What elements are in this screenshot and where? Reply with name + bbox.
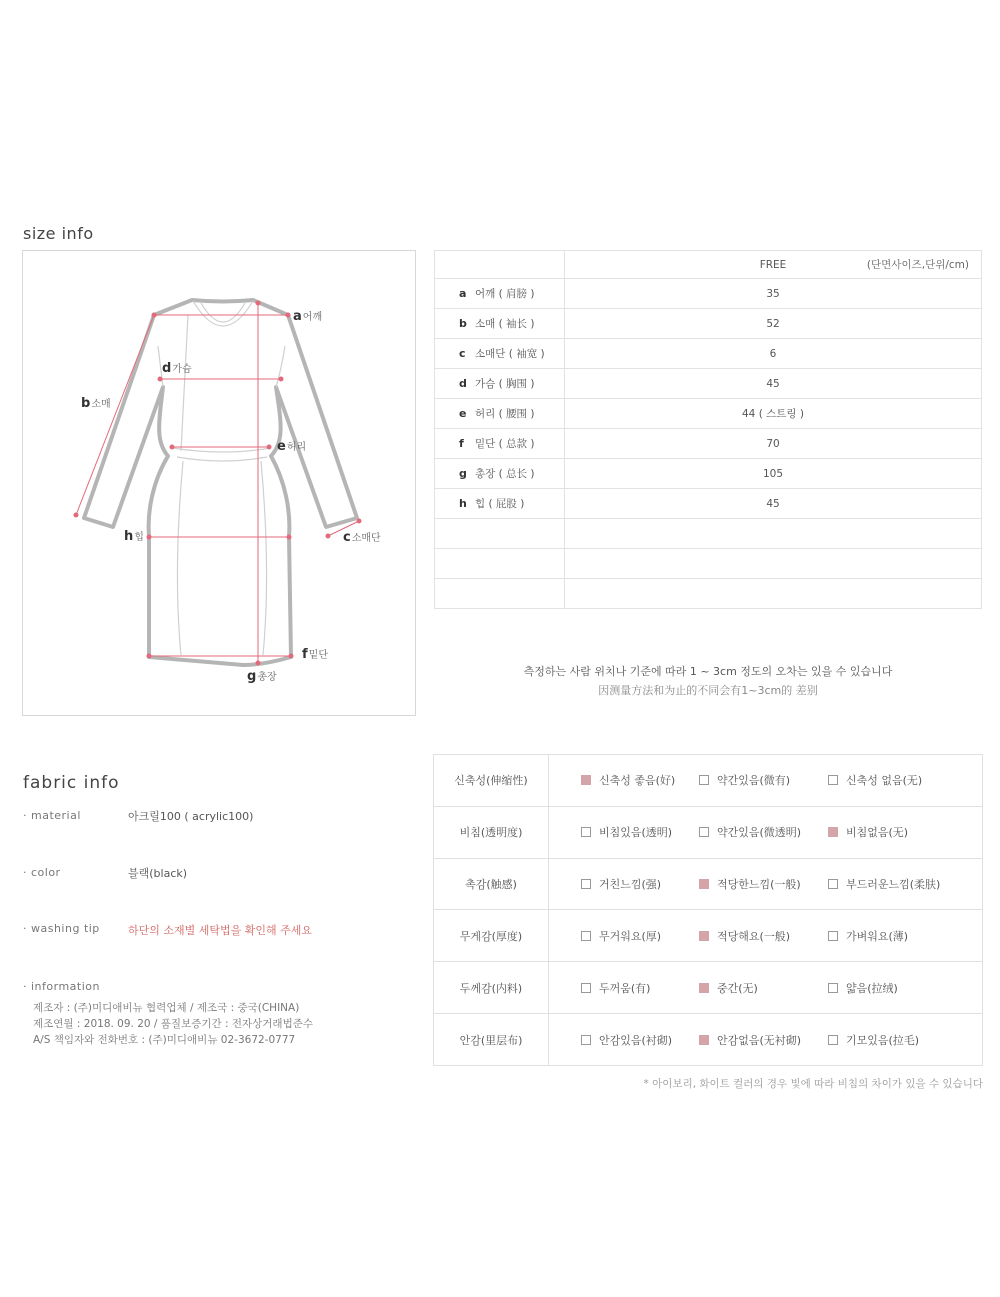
option-label: 부드러운느낌(柔肤) [846, 878, 941, 892]
measurement-note-korean: 측정하는 사람 위치나 기준에 따라 1 ~ 3cm 정도의 오차는 있을 수 있습니다 [523, 665, 893, 678]
checkbox-icon [828, 931, 838, 941]
information-line: 제조연월 : 2018. 09. 20 / 품질보증기간 : 전자상거래법준수 [33, 1018, 314, 1030]
diagram-label-c: c소매단 [343, 530, 381, 545]
row-name: 가슴 ( 胸围 ) [475, 378, 535, 390]
option-label: 중간(无) [717, 981, 758, 995]
property-option [828, 876, 940, 892]
row-name: 어깨 ( 肩膀 ) [475, 288, 535, 300]
row-value: 45 [565, 489, 982, 519]
option-label: 두꺼움(有) [599, 981, 651, 995]
unit-note: (단면사이즈,단위/cm) [866, 259, 969, 271]
property-option [828, 928, 908, 944]
option-label: 가벼워요(薄) [846, 929, 909, 943]
option-label: 약간있음(微透明) [717, 826, 802, 840]
property-option [581, 1032, 672, 1048]
property-options [549, 858, 983, 910]
table-row [435, 489, 982, 519]
dress-outline [84, 300, 357, 665]
diagram-label-g: g총장 [247, 669, 277, 684]
option-label: 비침있음(透明) [599, 826, 673, 840]
row-letter: e [459, 407, 467, 420]
option-label: 안감없음(无衬砌) [717, 1033, 802, 1047]
property-row [434, 962, 983, 1014]
row-letter: d [459, 377, 467, 390]
row-letter: b [459, 317, 467, 330]
checkbox-icon [581, 1035, 591, 1045]
property-name: 두께감(内料) [434, 962, 549, 1014]
table-row [435, 279, 982, 309]
size-table-header [435, 251, 982, 279]
row-value: 70 [565, 429, 982, 459]
property-name: 안감(里层布) [434, 1014, 549, 1066]
checkbox-icon [581, 983, 591, 993]
color-label: · color [23, 866, 61, 879]
property-option [699, 824, 801, 840]
row-name: 총장 ( 总长 ) [475, 468, 535, 480]
measurement-note-chinese: 因测量方法和为止的不同会有1~3cm的 差别 [598, 684, 818, 697]
size-header-free: FREE [759, 258, 787, 271]
row-name: 힙 ( 屁股 ) [475, 498, 525, 510]
property-row [434, 1014, 983, 1066]
row-letter: g [459, 467, 467, 480]
table-row-empty [435, 549, 982, 579]
fabric-info-title: fabric info [23, 773, 120, 793]
option-label: 비침없음(无) [846, 826, 909, 840]
checked-box-icon [699, 1035, 709, 1045]
property-name: 비침(透明度) [434, 806, 549, 858]
property-option [581, 824, 672, 840]
diagram-label-f: f밑단 [302, 647, 328, 662]
property-option [581, 980, 650, 996]
property-options [549, 910, 983, 962]
row-letter: h [459, 497, 467, 510]
checkbox-icon [828, 1035, 838, 1045]
diagram-label-h: h힙 [124, 529, 144, 544]
property-name: 촉감(触感) [434, 858, 549, 910]
property-option [828, 824, 908, 840]
washing-tip-label: · washing tip [23, 922, 100, 935]
row-value: 45 [565, 369, 982, 399]
table-row [435, 369, 982, 399]
row-letter: f [459, 437, 464, 450]
property-options [549, 1014, 983, 1066]
option-label: 얇음(拉绒) [846, 981, 898, 995]
table-row-empty [435, 519, 982, 549]
checkbox-icon [699, 775, 709, 785]
row-letter: a [459, 287, 467, 300]
property-option [699, 980, 758, 996]
color-value: 블랙(black) [128, 867, 188, 880]
option-label: 기모있음(拉毛) [846, 1033, 920, 1047]
property-row [434, 755, 983, 807]
option-label: 무거워요(厚) [599, 929, 662, 943]
footnote: * 아이보리, 화이트 컬러의 경우 빛에 따라 비침의 차이가 있을 수 있습니다 [643, 1078, 983, 1090]
table-row [435, 309, 982, 339]
property-name: 신축성(伸缩性) [434, 755, 549, 807]
size-info-title: size info [23, 224, 94, 243]
size-header-cell [565, 251, 982, 279]
table-row [435, 459, 982, 489]
property-options [549, 962, 983, 1014]
row-letter: c [459, 347, 466, 360]
option-label: 약간있음(微有) [717, 774, 791, 788]
property-option [699, 928, 790, 944]
diagram-label-e: e허리 [277, 439, 307, 454]
property-option [699, 772, 790, 788]
material-value: 아크릴100 ( acrylic100) [128, 810, 254, 823]
row-name: 밑단 ( 总款 ) [475, 438, 535, 450]
material-label: · material [23, 809, 81, 822]
checkbox-icon [581, 827, 591, 837]
measure-lines [74, 301, 361, 665]
size-diagram [22, 250, 416, 716]
property-row [434, 910, 983, 962]
property-option [828, 1032, 919, 1048]
property-row [434, 858, 983, 910]
size-table-corner [435, 251, 565, 279]
checked-box-icon [581, 775, 591, 785]
property-option [581, 928, 661, 944]
row-name: 허리 ( 腰围 ) [475, 408, 535, 420]
size-table [434, 250, 982, 609]
information-line: 제조자 : (주)미디애비뉴 협력업체 / 제조국 : 중국(CHINA) [33, 1002, 300, 1014]
diagram-label-b: b소매 [81, 396, 111, 411]
table-row [435, 429, 982, 459]
option-label: 안감있음(衬砌) [599, 1033, 673, 1047]
property-option [699, 1032, 801, 1048]
row-value: 52 [565, 309, 982, 339]
information-label: · information [23, 980, 100, 993]
checked-box-icon [828, 827, 838, 837]
diagram-label-a: a어깨 [293, 309, 323, 324]
dress-diagram-svg [23, 251, 417, 717]
property-option [828, 980, 898, 996]
checkbox-icon [828, 983, 838, 993]
row-value: 35 [565, 279, 982, 309]
option-label: 적당한느낌(一般) [717, 878, 801, 892]
property-option [699, 876, 801, 892]
checkbox-icon [699, 827, 709, 837]
property-option [581, 772, 675, 788]
table-row [435, 399, 982, 429]
checkbox-icon [581, 931, 591, 941]
row-value: 105 [565, 459, 982, 489]
option-label: 거친느낌(强) [599, 878, 662, 892]
checkbox-icon [828, 879, 838, 889]
information-block [33, 1000, 313, 1048]
option-label: 적당해요(一般) [717, 929, 791, 943]
table-row [435, 339, 982, 369]
information-line: A/S 책임자와 전화번호 : (주)미디애비뉴 02-3672-0777 [33, 1034, 296, 1046]
property-name: 무게감(厚度) [434, 910, 549, 962]
checked-box-icon [699, 931, 709, 941]
property-option [581, 876, 661, 892]
row-name: 소매 ( 袖长 ) [475, 318, 535, 330]
checked-box-icon [699, 879, 709, 889]
dress-inner-lines [158, 301, 285, 655]
property-options [549, 755, 983, 807]
property-row [434, 806, 983, 858]
washing-tip-value: 하단의 소재별 세탁법을 확인해 주세요 [128, 924, 313, 937]
row-value: 6 [565, 339, 982, 369]
checkbox-icon [828, 775, 838, 785]
fabric-property-table [433, 754, 983, 1066]
property-options [549, 806, 983, 858]
diagram-label-d: d가슴 [162, 361, 192, 376]
option-label: 신축성 없음(无) [846, 774, 923, 788]
option-label: 신축성 좋음(好) [599, 774, 676, 788]
row-name: 소매단 ( 袖宽 ) [475, 348, 545, 360]
checkbox-icon [581, 879, 591, 889]
property-option [828, 772, 922, 788]
row-value: 44 ( 스트링 ) [565, 399, 982, 429]
table-row-empty [435, 579, 982, 609]
checked-box-icon [699, 983, 709, 993]
